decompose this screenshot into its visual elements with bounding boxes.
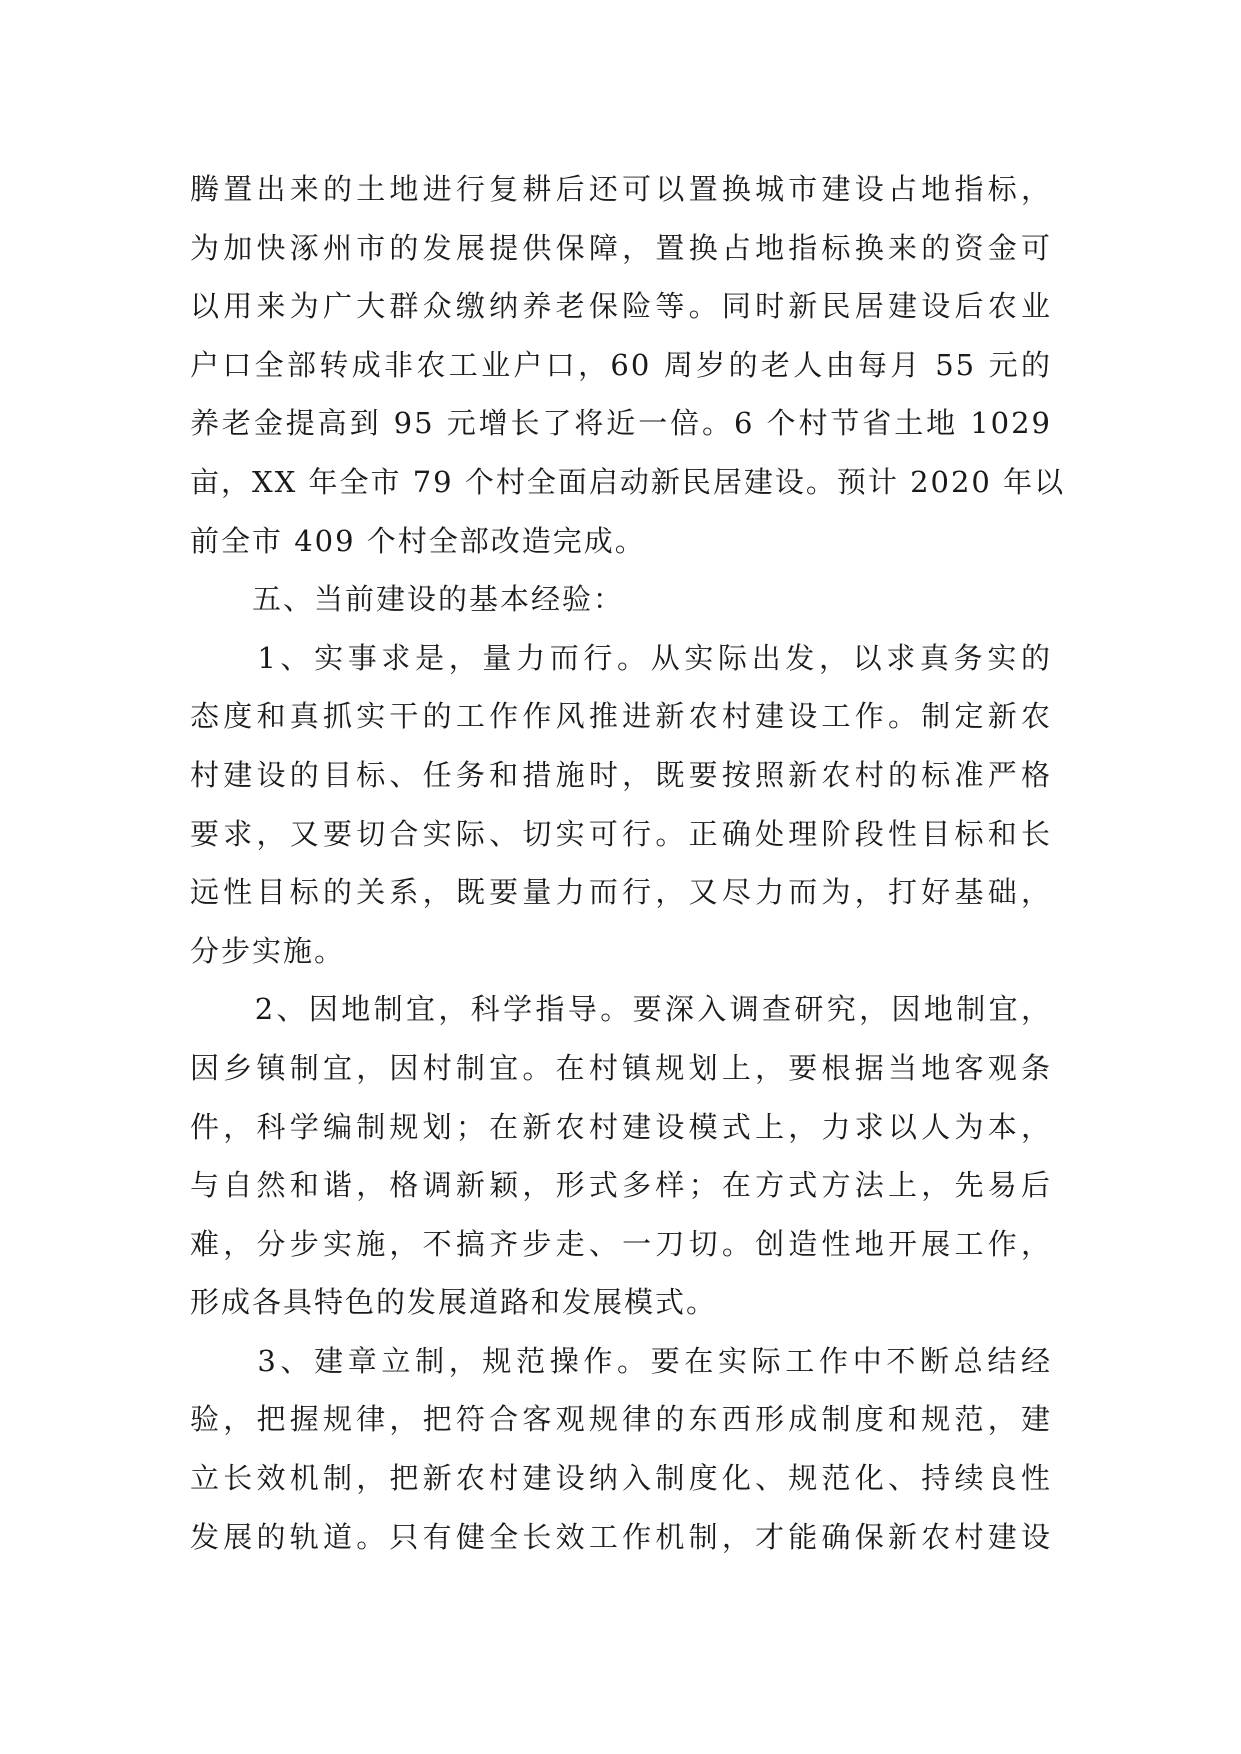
text-line: 养老金提高到 95 元增长了将近一倍。6 个村节省土地 1029 (190, 406, 1052, 441)
text-line: 村建设的目标、任务和措施时，既要按照新农村的标准严格 (190, 757, 1052, 792)
text-line: 五、当前建设的基本经验： (190, 582, 625, 617)
document-body (190, 160, 1066, 1566)
text-line: 要求，又要切合实际、切实可行。正确处理阶段性目标和长 (190, 816, 1052, 851)
paragraph-land-reclamation (190, 160, 1066, 570)
paragraph-point-3 (190, 1332, 1052, 1566)
text-line: 发展的轨道。只有健全长效工作机制，才能确保新农村建设 (190, 1519, 1052, 1554)
text-line: 户口全部转成非农工业户口，60 周岁的老人由每月 55 元的 (190, 347, 1052, 382)
text-line: 验，把握规律，把符合客观规律的东西形成制度和规范，建 (190, 1402, 1052, 1437)
text-line: 2、因地制宜，科学指导。要深入调查研究，因地制宜， (190, 992, 1052, 1027)
text-line: 形成各具特色的发展道路和发展模式。 (190, 1285, 718, 1320)
text-line: 件，科学编制规划；在新农村建设模式上，力求以人为本， (190, 1109, 1052, 1144)
text-line: 亩，XX 年全市 79 个村全面启动新民居建设。预计 2020 年以 (190, 464, 1066, 499)
text-line: 难，分步实施，不搞齐步走、一刀切。创造性地开展工作， (190, 1226, 1052, 1261)
text-line: 3、建章立制，规范操作。要在实际工作中不断总结经 (190, 1343, 1052, 1378)
text-line: 分步实施。 (190, 933, 346, 968)
text-line: 以用来为广大群众缴纳养老保险等。同时新民居建设后农业 (190, 289, 1052, 324)
text-line: 态度和真抓实干的工作作风推进新农村建设工作。制定新农 (190, 699, 1052, 734)
section-heading-basic-experience (190, 570, 1052, 629)
text-line: 因乡镇制宜，因村制宜。在村镇规划上，要根据当地客观条 (190, 1050, 1052, 1085)
text-line: 与自然和谐，格调新颖，形式多样；在方式方法上，先易后 (190, 1168, 1052, 1203)
paragraph-point-2 (190, 980, 1052, 1332)
text-line: 腾置出来的土地进行复耕后还可以置换城市建设占地指标， (190, 172, 1052, 206)
text-line: 立长效机制，把新农村建设纳入制度化、规范化、持续良性 (190, 1461, 1052, 1496)
paragraph-point-1 (190, 629, 1052, 981)
text-line: 1、实事求是，量力而行。从实际出发，以求真务实的 (190, 640, 1052, 675)
text-line: 前全市 409 个村全部改造完成。 (190, 523, 646, 558)
text-line: 远性目标的关系，既要量力而行，又尽力而为，打好基础， (190, 875, 1052, 910)
text-line: 为加快涿州市的发展提供保障，置换占地指标换来的资金可 (190, 230, 1052, 265)
